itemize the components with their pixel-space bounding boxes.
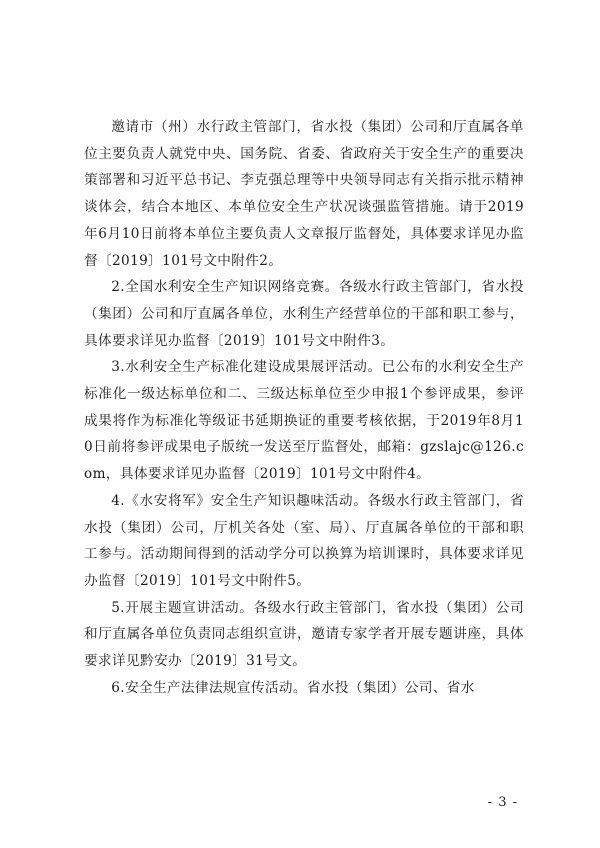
page-number: - 3 - bbox=[487, 795, 518, 810]
paragraph-theme-lectures: 5.开展主题宣讲活动。各级水行政主管部门，省水投（集团）公司和厅直属各单位负责同志组织宣讲，邀请专家学者开展专题讲座，具体要求详见黔安办〔2019〕31号文。 bbox=[84, 599, 524, 670]
paragraph-standardization-showcase: 3.水利安全生产标准化建设成果展评活动。已公布的水利安全生产标准化一级达标单位和二、三级达标单位至少申报1个参评成果，参评成果将作为标准化等级证书延期换证的重要考核依据，于2019年8月10日前将参评成果电子版统一发送至厅监督处，邮箱：gzslajc@126.com，具体要求详见办监督〔2019〕101号文中附件4。 bbox=[84, 359, 524, 483]
body-text bbox=[84, 114, 524, 701]
paragraph-knowledge-contest: 2.全国水利安全生产知识网络竞赛。各级水行政主管部门，省水投（集团）公司和厅直属各单位，水利生产经营单位的干部和职工参与，具体要求详见办监督〔2019〕101号文中附件3。 bbox=[84, 279, 524, 349]
paragraph-law-publicity: 6.安全生产法律法规宣传活动。省水投（集团）公司、省水 bbox=[111, 679, 475, 696]
paragraph-shuian-general-activity: 4.《水安将军》安全生产知识趣味活动。各级水行政主管部门，省水投（集团）公司，厅机关各处（室、局）、厅直属各单位的干部和职工参与。活动期间得到的活动学分可以换算为培训课时，具体要求详见办监督〔2019〕101号文中附件5。 bbox=[84, 492, 524, 589]
paragraph-invite-leaders: 邀请市（州）水行政主管部门，省水投（集团）公司和厅直属各单位主要负责人就党中央、国务院、省委、省政府关于安全生产的重要决策部署和习近平总书记、李克强总理等中央领导同志有关指示批示精神谈体会，结合本地区、本单位安全生产状况谈强监管措施。请于2019年6月10日前将本单位主要负责人文章报厅监督处，具体要求详见办监督〔2019〕101号文中附件2。 bbox=[84, 119, 524, 269]
